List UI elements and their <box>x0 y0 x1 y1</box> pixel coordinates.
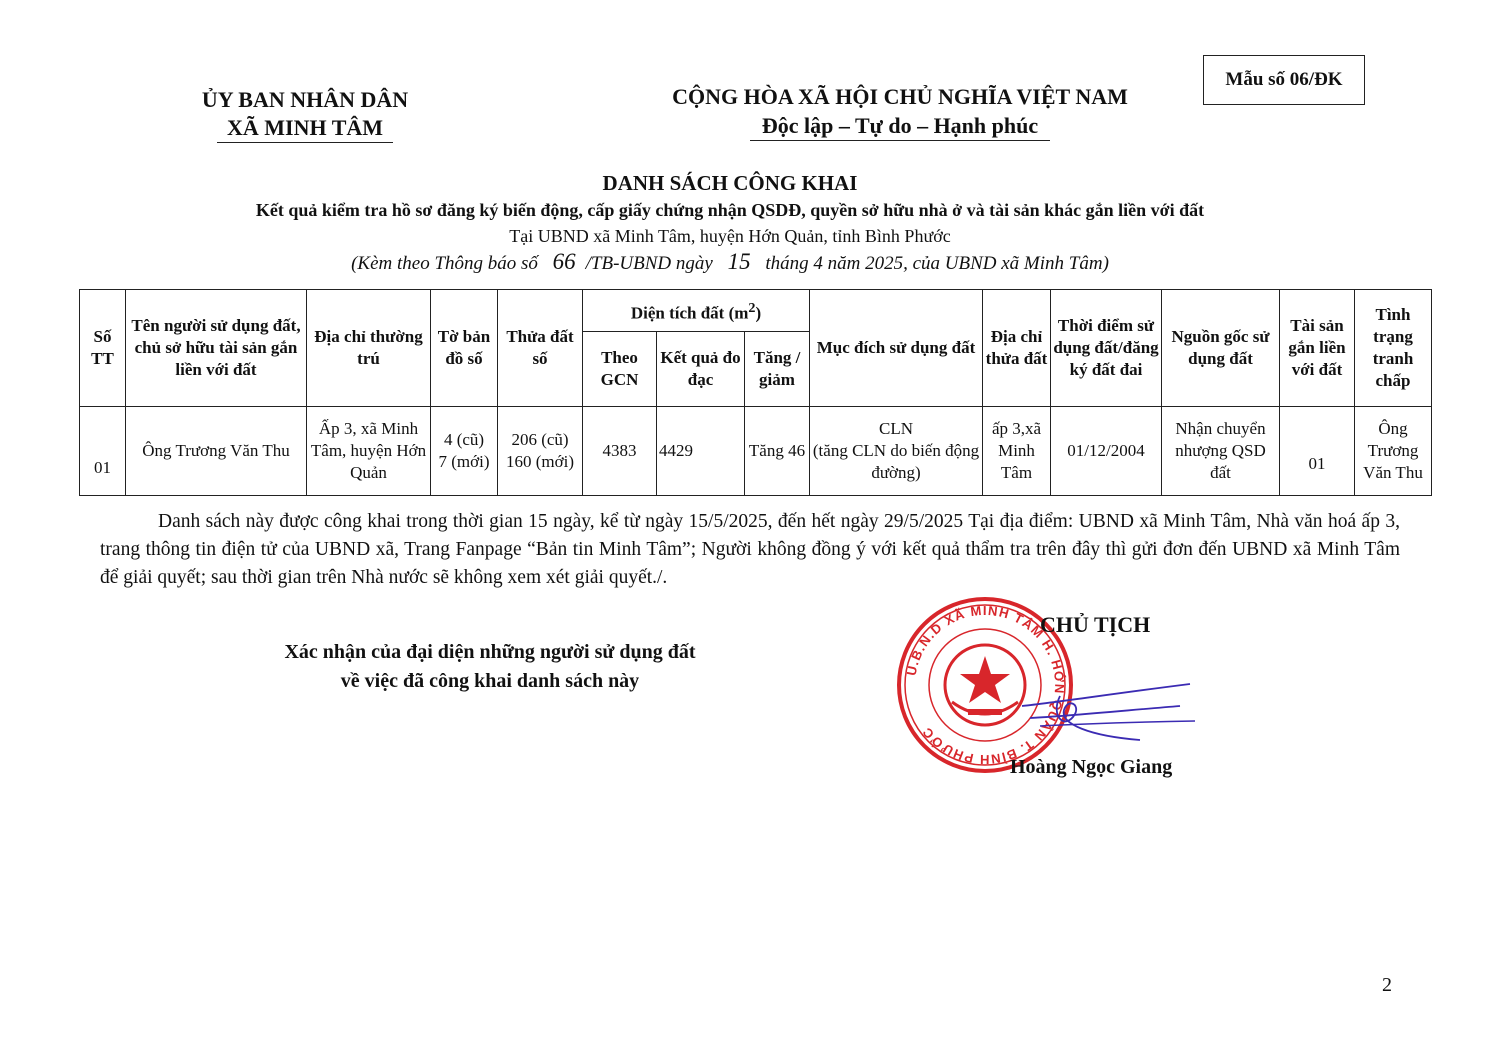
form-code: Mẫu số 06/ĐK <box>1225 69 1343 90</box>
header-area-label: Diện tích đất (m <box>630 303 749 323</box>
cell-parcel-address: ấp 3,xã Minh Tâm <box>983 407 1051 496</box>
document-location: Tại UBND xã Minh Tâm, huyện Hớn Quản, tỉnh Bình Phước <box>509 226 951 246</box>
authority-line-2: XÃ MINH TÂM <box>226 115 384 140</box>
signature-icon <box>1020 676 1200 746</box>
confirmation-line-2: về việc đã công khai danh sách này <box>340 670 640 692</box>
header-area-gcn: Theo GCN <box>583 332 657 407</box>
header-purpose: Mục đích sử dụng đất <box>810 290 983 407</box>
signatory-title: CHỦ TỊCH <box>1040 612 1151 637</box>
header-area-survey: Kết quả đo đạc <box>657 332 745 407</box>
document-title: DANH SÁCH CÔNG KHAI <box>602 171 858 195</box>
signer-name: Hoàng Ngọc Giang <box>1010 756 1173 778</box>
header-area-change: Tăng / giảm <box>745 332 810 407</box>
header-area-sup: 2 <box>748 299 756 316</box>
document-title-block <box>100 170 1360 277</box>
header-dispute: Tình trạng tranh chấp <box>1355 290 1432 407</box>
cell-map-sheet <box>431 407 498 496</box>
cell-name: Ông Trương Văn Thu <box>126 407 307 496</box>
header-area-group <box>583 290 810 332</box>
confirmation-line-1: Xác nhận của đại diện những người sử dụng đất <box>284 641 696 663</box>
cell-parcel-old: 206 (cũ) <box>511 430 569 449</box>
document-reference <box>100 249 1360 277</box>
table-header-row <box>80 290 1432 332</box>
cell-purpose <box>810 407 983 496</box>
cell-parcel <box>498 407 583 496</box>
reference-number: 66 <box>552 249 576 274</box>
reference-suffix: tháng 4 năm 2025, của UBND xã Minh Tâm) <box>765 253 1109 274</box>
cell-time: 01/12/2004 <box>1051 407 1162 496</box>
header-time: Thời điểm sử dụng đất/đăng ký đất đai <box>1051 290 1162 407</box>
cell-stt: 01 <box>80 407 126 496</box>
cell-map-sheet-new: 7 (mới) <box>438 452 490 471</box>
cell-purpose-note: (tăng CLN do biến động đường) <box>812 441 980 482</box>
notice-paragraph: Danh sách này được công khai trong thời gian 15 ngày, kể từ ngày 15/5/2025, đến hết ngày 29/5/2025 Tại địa điểm: UBND xã Minh Tâm, Nhà văn hoá ấp 3, trang thông tin điện tử của UBND xã, Trang Fanpage “Bản tin Minh Tâm”; Người không đồng ý với kết quả thẩm tra trên đây thì gửi đơn đến UBND xã Minh Tâm để giải quyết; sau thời gian trên Nhà nước sẽ không xem xét giải quyết./. <box>100 511 1400 588</box>
header-parcel-address: Địa chỉ thửa đất <box>983 290 1051 407</box>
seal-ring-text: U.B.N.D XÃ MINH TÂM H. HỚN QUẢN T. BÌNH PHƯỚC <box>903 602 1068 768</box>
motto: Độc lập – Tự do – Hạnh phúc <box>761 113 1039 138</box>
cell-map-sheet-old: 4 (cũ) <box>443 430 485 449</box>
cell-dispute: Ông Trương Văn Thu <box>1355 407 1432 496</box>
authority-underline <box>217 142 393 143</box>
page-number: 2 <box>1382 974 1392 996</box>
table-row <box>80 407 1432 496</box>
cell-address: Ấp 3, xã Minh Tâm, huyện Hớn Quản <box>307 407 431 496</box>
header-assets: Tài sản gắn liền với đất <box>1280 290 1355 407</box>
cell-area-survey: 4429 <box>657 407 745 496</box>
cell-assets: 01 <box>1280 407 1355 496</box>
national-motto <box>620 82 1180 141</box>
land-registration-table <box>79 289 1432 496</box>
cell-area-gcn: 4383 <box>583 407 657 496</box>
header-map-sheet: Tờ bản đồ số <box>431 290 498 407</box>
motto-underline <box>750 140 1050 141</box>
country-name: CỘNG HÒA XÃ HỘI CHỦ NGHĨA VIỆT NAM <box>672 84 1128 109</box>
header-address: Địa chỉ thường trú <box>307 290 431 407</box>
header-parcel: Thửa đất số <box>498 290 583 407</box>
authority-line-1: ỦY BAN NHÂN DÂN <box>201 87 409 112</box>
document-subtitle: Kết quả kiểm tra hồ sơ đăng ký biến động, cấp giấy chứng nhận QSDĐ, quyền sở hữu nhà ở và tài sản khác gắn liền với đất <box>255 200 1205 220</box>
reference-prefix: (Kèm theo Thông báo số <box>351 253 538 274</box>
header-stt: Số TT <box>80 290 126 407</box>
header-name: Tên người sử dụng đất, chủ sở hữu tài sản gắn liền với đất <box>126 290 307 407</box>
confirmation-block <box>220 638 760 696</box>
reference-day: 15 <box>727 249 751 274</box>
cell-purpose-code: CLN <box>879 419 913 438</box>
reference-middle: /TB-UBND ngày <box>585 253 713 274</box>
header-area-close: ) <box>755 303 762 323</box>
form-code-box <box>1203 55 1365 105</box>
cell-area-change: Tăng 46 <box>745 407 810 496</box>
cell-origin: Nhận chuyển nhượng QSD đất <box>1162 407 1280 496</box>
header-origin: Nguồn gốc sử dụng đất <box>1162 290 1280 407</box>
issuing-authority <box>150 86 460 143</box>
cell-parcel-new: 160 (mới) <box>505 452 574 471</box>
